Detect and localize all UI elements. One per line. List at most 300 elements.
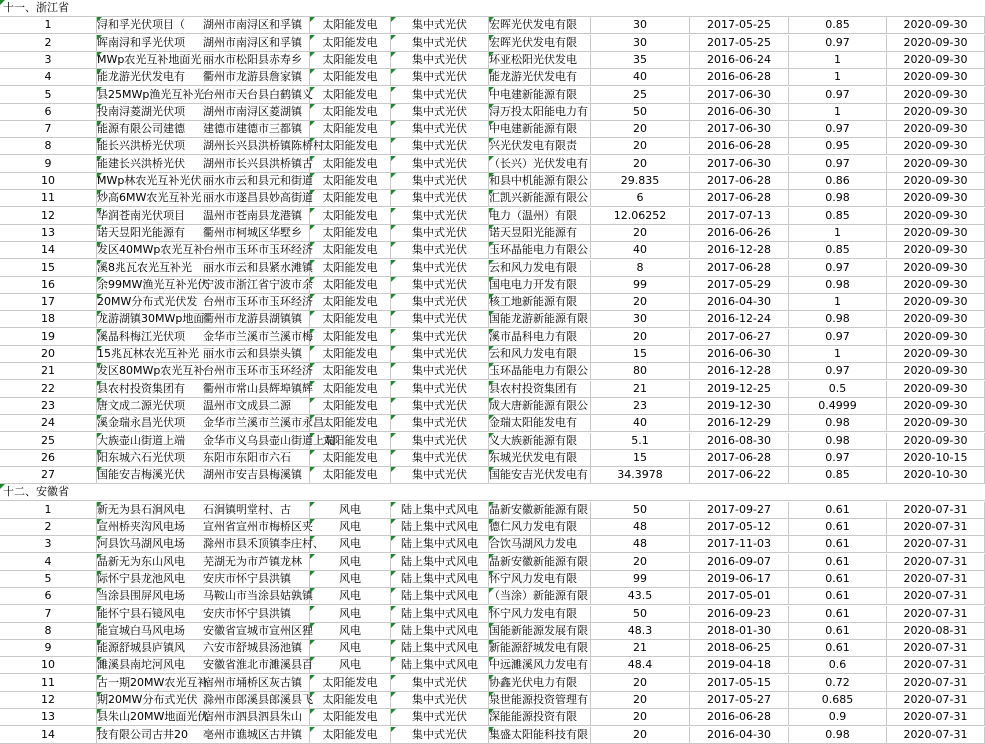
row-number-cell[interactable]: 9 <box>0 156 97 173</box>
subsidy-ratio-cell[interactable]: 0.98 <box>789 727 887 744</box>
energy-type-cell[interactable]: 太阳能发电 <box>310 311 391 328</box>
capacity-mw-cell[interactable]: 20 <box>591 138 690 155</box>
project-name-cell[interactable]: 晖南浔和孚光伏项 <box>97 36 185 49</box>
energy-type-cell[interactable]: 太阳能发电 <box>310 363 391 380</box>
grid-date-cell[interactable]: 2017-05-25 <box>690 35 789 52</box>
project-category-cell[interactable]: 陆上集中式风电 <box>391 554 489 571</box>
project-location-cell[interactable]: 衢州市常山县辉埠镇辉 <box>203 382 313 395</box>
subsidy-ratio-cell[interactable]: 0.61 <box>789 588 887 605</box>
grid-date-cell[interactable]: 2016-06-24 <box>690 52 789 69</box>
company-name-cell[interactable]: 协鑫光伏电力有限 <box>489 675 591 692</box>
grid-date-cell[interactable]: 2016-06-26 <box>690 225 789 242</box>
name-location-cell[interactable] <box>97 17 310 34</box>
name-location-cell[interactable] <box>97 709 310 726</box>
subsidy-ratio-cell[interactable]: 0.5 <box>789 381 887 398</box>
subsidy-ratio-cell[interactable]: 0.61 <box>789 502 887 519</box>
company-name-cell[interactable]: 国电电力开发有限 <box>489 277 591 294</box>
grid-date-cell[interactable]: 2016-06-28 <box>690 138 789 155</box>
capacity-mw-cell[interactable]: 20 <box>591 554 690 571</box>
subsidy-ratio-cell[interactable]: 0.97 <box>789 450 887 467</box>
project-location-cell[interactable]: 丽水市遂昌县妙高街道 <box>203 191 313 204</box>
capacity-mw-cell[interactable]: 20 <box>591 709 690 726</box>
end-date-cell[interactable]: 2020-07-31 <box>887 675 985 692</box>
project-category-cell[interactable]: 集中式光伏 <box>391 415 489 432</box>
grid-date-cell[interactable]: 2018-06-25 <box>690 640 789 657</box>
capacity-mw-cell[interactable]: 43.5 <box>591 588 690 605</box>
project-category-cell[interactable]: 陆上集中式风电 <box>391 588 489 605</box>
subsidy-ratio-cell[interactable]: 0.98 <box>789 277 887 294</box>
subsidy-ratio-cell[interactable]: 0.86 <box>789 173 887 190</box>
row-number-cell[interactable]: 3 <box>0 536 97 553</box>
energy-type-cell[interactable]: 太阳能发电 <box>310 138 391 155</box>
project-location-cell[interactable]: 湖州市南浔区和孚镇 <box>203 36 302 49</box>
project-category-cell[interactable]: 集中式光伏 <box>391 363 489 380</box>
project-name-cell[interactable]: 濉溪县南坨河风电 <box>97 658 185 671</box>
project-location-cell[interactable]: 石涧镇明堂村、古 <box>203 503 291 516</box>
name-location-cell[interactable] <box>97 363 313 380</box>
row-number-cell[interactable]: 2 <box>0 519 97 536</box>
project-category-cell[interactable]: 集中式光伏 <box>391 311 489 328</box>
project-category-cell[interactable]: 集中式光伏 <box>391 277 489 294</box>
capacity-mw-cell[interactable]: 48 <box>591 536 690 553</box>
project-name-cell[interactable]: 能源舒城县庐镇风 <box>97 641 185 654</box>
subsidy-ratio-cell[interactable]: 0.98 <box>789 311 887 328</box>
capacity-mw-cell[interactable]: 29.835 <box>591 173 690 190</box>
capacity-mw-cell[interactable]: 20 <box>591 329 690 346</box>
project-name-cell[interactable]: 晶新无为东山风电 <box>97 555 185 568</box>
energy-type-cell[interactable]: 太阳能发电 <box>310 104 391 121</box>
project-name-cell[interactable]: 诺天昱阳光能源有 <box>97 226 185 239</box>
project-name-cell[interactable]: 县朱山20MW地面光伏 <box>97 710 209 723</box>
energy-type-cell[interactable]: 太阳能发电 <box>310 173 391 190</box>
name-location-cell[interactable] <box>97 104 310 121</box>
subsidy-ratio-cell[interactable]: 0.6 <box>789 657 887 674</box>
project-location-cell[interactable]: 宿州市埇桥区灰古镇 <box>203 676 302 689</box>
grid-date-cell[interactable]: 2019-12-25 <box>690 381 789 398</box>
energy-type-cell[interactable]: 太阳能发电 <box>310 208 391 225</box>
project-location-cell[interactable]: 衢州市龙游县詹家镇 <box>203 70 302 83</box>
project-category-cell[interactable]: 集中式光伏 <box>391 727 489 744</box>
grid-date-cell[interactable]: 2017-06-28 <box>690 450 789 467</box>
capacity-mw-cell[interactable]: 50 <box>591 502 690 519</box>
company-name-cell[interactable]: 成大唐新能源有限公 <box>489 398 591 415</box>
name-location-cell[interactable] <box>97 311 310 328</box>
row-number-cell[interactable]: 10 <box>0 173 97 190</box>
row-number-cell[interactable]: 27 <box>0 467 97 484</box>
capacity-mw-cell[interactable]: 40 <box>591 69 690 86</box>
end-date-cell[interactable]: 2020-09-30 <box>887 190 985 207</box>
name-location-cell[interactable] <box>97 121 310 138</box>
project-category-cell[interactable]: 集中式光伏 <box>391 156 489 173</box>
company-name-cell[interactable]: 国能安吉光伏发电有 <box>489 467 591 484</box>
grid-date-cell[interactable]: 2016-12-28 <box>690 242 789 259</box>
section-header[interactable]: 十二、安徽省 <box>0 484 985 501</box>
energy-type-cell[interactable]: 太阳能发电 <box>310 294 391 311</box>
company-name-cell[interactable]: 宏晖光伏发电有限 <box>489 35 591 52</box>
name-location-cell[interactable] <box>97 294 313 311</box>
grid-date-cell[interactable]: 2017-06-28 <box>690 190 789 207</box>
name-location-cell[interactable] <box>97 554 310 571</box>
grid-date-cell[interactable]: 2016-12-29 <box>690 415 789 432</box>
project-name-cell[interactable]: 发区80MWp农光互补 <box>97 364 205 377</box>
end-date-cell[interactable]: 2020-09-30 <box>887 346 985 363</box>
company-name-cell[interactable]: 集盛太阳能科技有限 <box>489 727 591 744</box>
project-location-cell[interactable]: 衢州市龙游县湖镇镇 <box>203 312 302 325</box>
row-number-cell[interactable]: 22 <box>0 381 97 398</box>
project-name-cell[interactable]: 国能安吉梅溪光伏 <box>97 468 185 481</box>
energy-type-cell[interactable]: 风电 <box>310 554 391 571</box>
capacity-mw-cell[interactable]: 5.1 <box>591 433 690 450</box>
project-category-cell[interactable]: 陆上集中式风电 <box>391 640 489 657</box>
project-category-cell[interactable]: 集中式光伏 <box>391 104 489 121</box>
subsidy-ratio-cell[interactable]: 0.61 <box>789 554 887 571</box>
capacity-mw-cell[interactable]: 15 <box>591 346 690 363</box>
row-number-cell[interactable]: 1 <box>0 502 97 519</box>
name-location-cell[interactable] <box>97 346 310 363</box>
grid-date-cell[interactable]: 2017-11-03 <box>690 536 789 553</box>
project-name-cell[interactable]: 能龙游光伏发电有 <box>97 70 185 83</box>
capacity-mw-cell[interactable]: 35 <box>591 52 690 69</box>
energy-type-cell[interactable]: 风电 <box>310 536 391 553</box>
project-location-cell[interactable]: 安庆市怀宁县洪镇 <box>203 607 291 620</box>
company-name-cell[interactable]: 德仁风力发电有限 <box>489 519 591 536</box>
end-date-cell[interactable]: 2020-08-31 <box>887 623 985 640</box>
end-date-cell[interactable]: 2020-07-31 <box>887 709 985 726</box>
subsidy-ratio-cell[interactable]: 0.97 <box>789 329 887 346</box>
project-location-cell[interactable]: 安徽省宣城市宣州区狸 <box>203 624 313 637</box>
row-number-cell[interactable]: 6 <box>0 104 97 121</box>
capacity-mw-cell[interactable]: 20 <box>591 156 690 173</box>
row-number-cell[interactable]: 3 <box>0 52 97 69</box>
end-date-cell[interactable]: 2020-07-31 <box>887 588 985 605</box>
project-name-cell[interactable]: 溪金瑞永昌光伏项 <box>97 416 185 429</box>
grid-date-cell[interactable]: 2016-12-28 <box>690 363 789 380</box>
name-location-cell[interactable] <box>97 69 310 86</box>
project-name-cell[interactable]: 古一期20MW农光互补 <box>97 676 209 689</box>
capacity-mw-cell[interactable]: 20 <box>591 727 690 744</box>
company-name-cell[interactable]: 怀宁风力发电有限 <box>489 606 591 623</box>
company-name-cell[interactable]: 核工地新能源有限 <box>489 294 591 311</box>
project-location-cell[interactable]: 衢州市柯城区华墅乡 <box>203 226 302 239</box>
capacity-mw-cell[interactable]: 6 <box>591 190 690 207</box>
energy-type-cell[interactable]: 太阳能发电 <box>310 727 391 744</box>
end-date-cell[interactable]: 2020-09-30 <box>887 104 985 121</box>
energy-type-cell[interactable]: 太阳能发电 <box>310 398 391 415</box>
end-date-cell[interactable]: 2020-10-15 <box>887 450 985 467</box>
grid-date-cell[interactable]: 2019-06-17 <box>690 571 789 588</box>
energy-type-cell[interactable]: 风电 <box>310 606 391 623</box>
project-category-cell[interactable]: 集中式光伏 <box>391 260 489 277</box>
grid-date-cell[interactable]: 2016-09-07 <box>690 554 789 571</box>
energy-type-cell[interactable]: 太阳能发电 <box>310 242 391 259</box>
project-name-cell[interactable]: 新无为县石涧风电 <box>97 503 185 516</box>
project-location-cell[interactable]: 安庆市怀宁县洪镇 <box>203 572 291 585</box>
project-name-cell[interactable]: 县25MWp渔光互补光 <box>97 88 205 101</box>
subsidy-ratio-cell[interactable]: 1 <box>789 52 887 69</box>
project-name-cell[interactable]: 能怀宁县石镜风电 <box>97 607 185 620</box>
grid-date-cell[interactable]: 2017-05-01 <box>690 588 789 605</box>
project-name-cell[interactable]: 唐文成二源光伏项 <box>97 399 185 412</box>
energy-type-cell[interactable]: 风电 <box>310 519 391 536</box>
subsidy-ratio-cell[interactable]: 0.97 <box>789 121 887 138</box>
project-location-cell[interactable]: 湖州市南浔区和孚镇 <box>203 18 302 31</box>
name-location-cell[interactable] <box>97 692 313 709</box>
project-category-cell[interactable]: 集中式光伏 <box>391 381 489 398</box>
row-number-cell[interactable]: 6 <box>0 588 97 605</box>
project-category-cell[interactable]: 集中式光伏 <box>391 121 489 138</box>
name-location-cell[interactable] <box>97 381 313 398</box>
name-location-cell[interactable] <box>97 571 310 588</box>
end-date-cell[interactable]: 2020-09-30 <box>887 329 985 346</box>
grid-date-cell[interactable]: 2017-05-25 <box>690 17 789 34</box>
project-location-cell[interactable]: 台州市玉环市玉环经济 <box>203 243 313 256</box>
project-category-cell[interactable]: 陆上集中式风电 <box>391 519 489 536</box>
project-category-cell[interactable]: 集中式光伏 <box>391 709 489 726</box>
project-name-cell[interactable]: 龙游湖镇30MWp地面 <box>97 312 205 325</box>
company-name-cell[interactable]: （长兴）光伏发电有 <box>489 156 591 173</box>
project-location-cell[interactable]: 温州市苍南县龙港镇 <box>203 209 302 222</box>
energy-type-cell[interactable]: 太阳能发电 <box>310 87 391 104</box>
subsidy-ratio-cell[interactable]: 0.85 <box>789 17 887 34</box>
subsidy-ratio-cell[interactable]: 1 <box>789 225 887 242</box>
end-date-cell[interactable]: 2020-09-30 <box>887 225 985 242</box>
project-category-cell[interactable]: 集中式光伏 <box>391 450 489 467</box>
project-name-cell[interactable]: 投南浔菱湖光伏项 <box>97 105 185 118</box>
name-location-cell[interactable] <box>97 173 313 190</box>
company-name-cell[interactable]: 晶新安徽新能源有限 <box>489 554 591 571</box>
end-date-cell[interactable]: 2020-09-30 <box>887 260 985 277</box>
project-category-cell[interactable]: 集中式光伏 <box>391 692 489 709</box>
subsidy-ratio-cell[interactable]: 1 <box>789 346 887 363</box>
project-category-cell[interactable]: 集中式光伏 <box>391 225 489 242</box>
name-location-cell[interactable] <box>97 190 313 207</box>
capacity-mw-cell[interactable]: 40 <box>591 242 690 259</box>
row-number-cell[interactable]: 12 <box>0 208 97 225</box>
capacity-mw-cell[interactable]: 20 <box>591 294 690 311</box>
capacity-mw-cell[interactable]: 50 <box>591 104 690 121</box>
energy-type-cell[interactable]: 太阳能发电 <box>310 433 391 450</box>
capacity-mw-cell[interactable]: 20 <box>591 692 690 709</box>
capacity-mw-cell[interactable]: 21 <box>591 381 690 398</box>
company-name-cell[interactable]: 和县中机能源有限公 <box>489 173 591 190</box>
row-number-cell[interactable]: 21 <box>0 363 97 380</box>
subsidy-ratio-cell[interactable]: 0.61 <box>789 571 887 588</box>
project-category-cell[interactable]: 陆上集中式风电 <box>391 571 489 588</box>
name-location-cell[interactable] <box>97 156 313 173</box>
end-date-cell[interactable]: 2020-07-31 <box>887 606 985 623</box>
project-location-cell[interactable]: 湖州市南浔区菱湖镇 <box>203 105 302 118</box>
project-location-cell[interactable]: 丽水市松阳县赤寿乡 <box>203 53 302 66</box>
company-name-cell[interactable]: 泉世能源投资管理有 <box>489 692 591 709</box>
company-name-cell[interactable]: 县农村投资集团有 <box>489 381 591 398</box>
grid-date-cell[interactable]: 2017-06-30 <box>690 156 789 173</box>
capacity-mw-cell[interactable]: 12.06252 <box>591 208 690 225</box>
capacity-mw-cell[interactable]: 99 <box>591 277 690 294</box>
project-category-cell[interactable]: 集中式光伏 <box>391 87 489 104</box>
end-date-cell[interactable]: 2020-07-31 <box>887 536 985 553</box>
row-number-cell[interactable]: 8 <box>0 138 97 155</box>
grid-date-cell[interactable]: 2019-04-18 <box>690 657 789 674</box>
subsidy-ratio-cell[interactable]: 0.61 <box>789 623 887 640</box>
subsidy-ratio-cell[interactable]: 0.72 <box>789 675 887 692</box>
row-number-cell[interactable]: 12 <box>0 692 97 709</box>
subsidy-ratio-cell[interactable]: 0.95 <box>789 138 887 155</box>
energy-type-cell[interactable]: 太阳能发电 <box>310 225 391 242</box>
energy-type-cell[interactable]: 太阳能发电 <box>310 329 391 346</box>
grid-date-cell[interactable]: 2016-08-30 <box>690 433 789 450</box>
subsidy-ratio-cell[interactable]: 0.97 <box>789 87 887 104</box>
grid-date-cell[interactable]: 2017-06-28 <box>690 173 789 190</box>
end-date-cell[interactable]: 2020-07-31 <box>887 519 985 536</box>
energy-type-cell[interactable]: 风电 <box>310 588 391 605</box>
energy-type-cell[interactable]: 太阳能发电 <box>310 35 391 52</box>
energy-type-cell[interactable]: 太阳能发电 <box>310 381 391 398</box>
energy-type-cell[interactable]: 太阳能发电 <box>310 709 391 726</box>
row-number-cell[interactable]: 16 <box>0 277 97 294</box>
project-name-cell[interactable]: 当涂县围屏风电场 <box>97 589 185 602</box>
grid-date-cell[interactable]: 2017-06-30 <box>690 121 789 138</box>
name-location-cell[interactable] <box>97 138 324 155</box>
grid-date-cell[interactable]: 2018-01-30 <box>690 623 789 640</box>
capacity-mw-cell[interactable]: 8 <box>591 260 690 277</box>
project-name-cell[interactable]: 能长兴洪桥光伏项 <box>97 139 185 152</box>
row-number-cell[interactable]: 26 <box>0 450 97 467</box>
capacity-mw-cell[interactable]: 80 <box>591 363 690 380</box>
project-location-cell[interactable]: 台州市玉环市玉环经济 <box>203 364 313 377</box>
name-location-cell[interactable] <box>97 87 313 104</box>
name-location-cell[interactable] <box>97 433 335 450</box>
company-name-cell[interactable]: 环亚松阳光伏发电 <box>489 52 591 69</box>
energy-type-cell[interactable]: 太阳能发电 <box>310 17 391 34</box>
project-location-cell[interactable]: 湖州市长兴县洪桥镇古 <box>203 157 313 170</box>
end-date-cell[interactable]: 2020-09-30 <box>887 156 985 173</box>
project-location-cell[interactable]: 温州市文成县二源 <box>203 399 291 412</box>
project-location-cell[interactable]: 丽水市云和县紧水滩镇 <box>203 261 313 274</box>
company-name-cell[interactable]: 国能龙游新能源有限 <box>489 311 591 328</box>
subsidy-ratio-cell[interactable]: 0.4999 <box>789 398 887 415</box>
grid-date-cell[interactable]: 2016-06-30 <box>690 346 789 363</box>
project-location-cell[interactable]: 宿州市泗县泗县朱山 <box>203 710 302 723</box>
subsidy-ratio-cell[interactable]: 1 <box>789 294 887 311</box>
grid-date-cell[interactable]: 2016-04-30 <box>690 727 789 744</box>
company-name-cell[interactable]: 怀宁风力发电有限 <box>489 571 591 588</box>
row-number-cell[interactable]: 24 <box>0 415 97 432</box>
name-location-cell[interactable] <box>97 329 313 346</box>
subsidy-ratio-cell[interactable]: 1 <box>789 104 887 121</box>
project-location-cell[interactable]: 湖州长兴县洪桥镇陈桥村 <box>203 139 324 152</box>
company-name-cell[interactable]: 电力（温州）有限 <box>489 208 591 225</box>
company-name-cell[interactable]: 玉环晶能电力有限公 <box>489 363 591 380</box>
name-location-cell[interactable] <box>97 502 310 519</box>
grid-date-cell[interactable]: 2017-06-28 <box>690 260 789 277</box>
project-category-cell[interactable]: 集中式光伏 <box>391 294 489 311</box>
project-name-cell[interactable]: 期20MW分布式光伏 <box>97 693 198 706</box>
capacity-mw-cell[interactable]: 40 <box>591 415 690 432</box>
capacity-mw-cell[interactable]: 30 <box>591 17 690 34</box>
project-category-cell[interactable]: 集中式光伏 <box>391 138 489 155</box>
project-category-cell[interactable]: 陆上集中式风电 <box>391 657 489 674</box>
project-category-cell[interactable]: 集中式光伏 <box>391 69 489 86</box>
company-name-cell[interactable]: 溪市晶科电力有限 <box>489 329 591 346</box>
end-date-cell[interactable]: 2020-09-30 <box>887 138 985 155</box>
project-location-cell[interactable]: 宣州省宣州市梅桥区夹 <box>203 520 313 533</box>
energy-type-cell[interactable]: 太阳能发电 <box>310 675 391 692</box>
project-category-cell[interactable]: 陆上集中式风电 <box>391 623 489 640</box>
company-name-cell[interactable]: 新能源舒城发电有限 <box>489 640 591 657</box>
company-name-cell[interactable]: 玉环晶能电力有限公 <box>489 242 591 259</box>
row-number-cell[interactable]: 11 <box>0 190 97 207</box>
project-category-cell[interactable]: 集中式光伏 <box>391 329 489 346</box>
subsidy-ratio-cell[interactable]: 0.61 <box>789 536 887 553</box>
company-name-cell[interactable]: 晶新安徽新能源有限 <box>489 502 591 519</box>
grid-date-cell[interactable]: 2017-06-30 <box>690 87 789 104</box>
project-name-cell[interactable]: 炒高6MW农光互补光 <box>97 191 202 204</box>
row-number-cell[interactable]: 11 <box>0 675 97 692</box>
subsidy-ratio-cell[interactable]: 0.98 <box>789 415 887 432</box>
project-location-cell[interactable]: 金华市义乌县壶山街道上端 <box>203 434 335 447</box>
grid-date-cell[interactable]: 2017-05-15 <box>690 675 789 692</box>
project-category-cell[interactable]: 集中式光伏 <box>391 433 489 450</box>
project-category-cell[interactable]: 集中式光伏 <box>391 346 489 363</box>
project-category-cell[interactable]: 集中式光伏 <box>391 242 489 259</box>
company-name-cell[interactable]: 汇凯兴新能源有限公 <box>489 190 591 207</box>
company-name-cell[interactable]: （当涂）新能源有限 <box>489 588 591 605</box>
subsidy-ratio-cell[interactable]: 0.97 <box>789 363 887 380</box>
project-name-cell[interactable]: 华润苍南光伏项目 <box>97 209 185 222</box>
end-date-cell[interactable]: 2020-09-30 <box>887 69 985 86</box>
project-name-cell[interactable]: 发区40MWp农光互补 <box>97 243 205 256</box>
company-name-cell[interactable]: 深能能源投资有限 <box>489 709 591 726</box>
end-date-cell[interactable]: 2020-09-30 <box>887 311 985 328</box>
name-location-cell[interactable] <box>97 657 313 674</box>
row-number-cell[interactable]: 1 <box>0 17 97 34</box>
row-number-cell[interactable]: 17 <box>0 294 97 311</box>
name-location-cell[interactable] <box>97 398 310 415</box>
project-location-cell[interactable]: 宁波市浙江省宁波市余 <box>203 278 313 291</box>
company-name-cell[interactable]: 浔万投太阳能电力有 <box>489 104 591 121</box>
row-number-cell[interactable]: 10 <box>0 657 97 674</box>
energy-type-cell[interactable]: 太阳能发电 <box>310 692 391 709</box>
name-location-cell[interactable] <box>97 208 310 225</box>
company-name-cell[interactable]: 金瑞太阳能发电有 <box>489 415 591 432</box>
company-name-cell[interactable]: 中电建新能源有限 <box>489 121 591 138</box>
subsidy-ratio-cell[interactable]: 0.97 <box>789 260 887 277</box>
project-location-cell[interactable]: 滁州市郎溪县郎溪县飞 <box>203 693 313 706</box>
end-date-cell[interactable]: 2020-09-30 <box>887 363 985 380</box>
end-date-cell[interactable]: 2020-07-31 <box>887 692 985 709</box>
name-location-cell[interactable] <box>97 536 324 553</box>
company-name-cell[interactable]: 合饮马湖风力发电 <box>489 536 591 553</box>
name-location-cell[interactable] <box>97 35 310 52</box>
name-location-cell[interactable] <box>97 260 313 277</box>
row-number-cell[interactable]: 20 <box>0 346 97 363</box>
energy-type-cell[interactable]: 风电 <box>310 657 391 674</box>
capacity-mw-cell[interactable]: 21 <box>591 640 690 657</box>
energy-type-cell[interactable]: 风电 <box>310 640 391 657</box>
subsidy-ratio-cell[interactable]: 0.85 <box>789 467 887 484</box>
name-location-cell[interactable] <box>97 242 313 259</box>
name-location-cell[interactable] <box>97 467 310 484</box>
project-name-cell[interactable]: 大族壶山街道上端 <box>97 434 185 447</box>
project-name-cell[interactable]: 15兆瓦林农光互补光 <box>97 347 199 360</box>
subsidy-ratio-cell[interactable]: 0.85 <box>789 208 887 225</box>
capacity-mw-cell[interactable]: 15 <box>591 450 690 467</box>
grid-date-cell[interactable]: 2016-04-30 <box>690 294 789 311</box>
project-category-cell[interactable]: 集中式光伏 <box>391 35 489 52</box>
row-number-cell[interactable]: 4 <box>0 69 97 86</box>
project-category-cell[interactable]: 集中式光伏 <box>391 208 489 225</box>
end-date-cell[interactable]: 2020-09-30 <box>887 277 985 294</box>
